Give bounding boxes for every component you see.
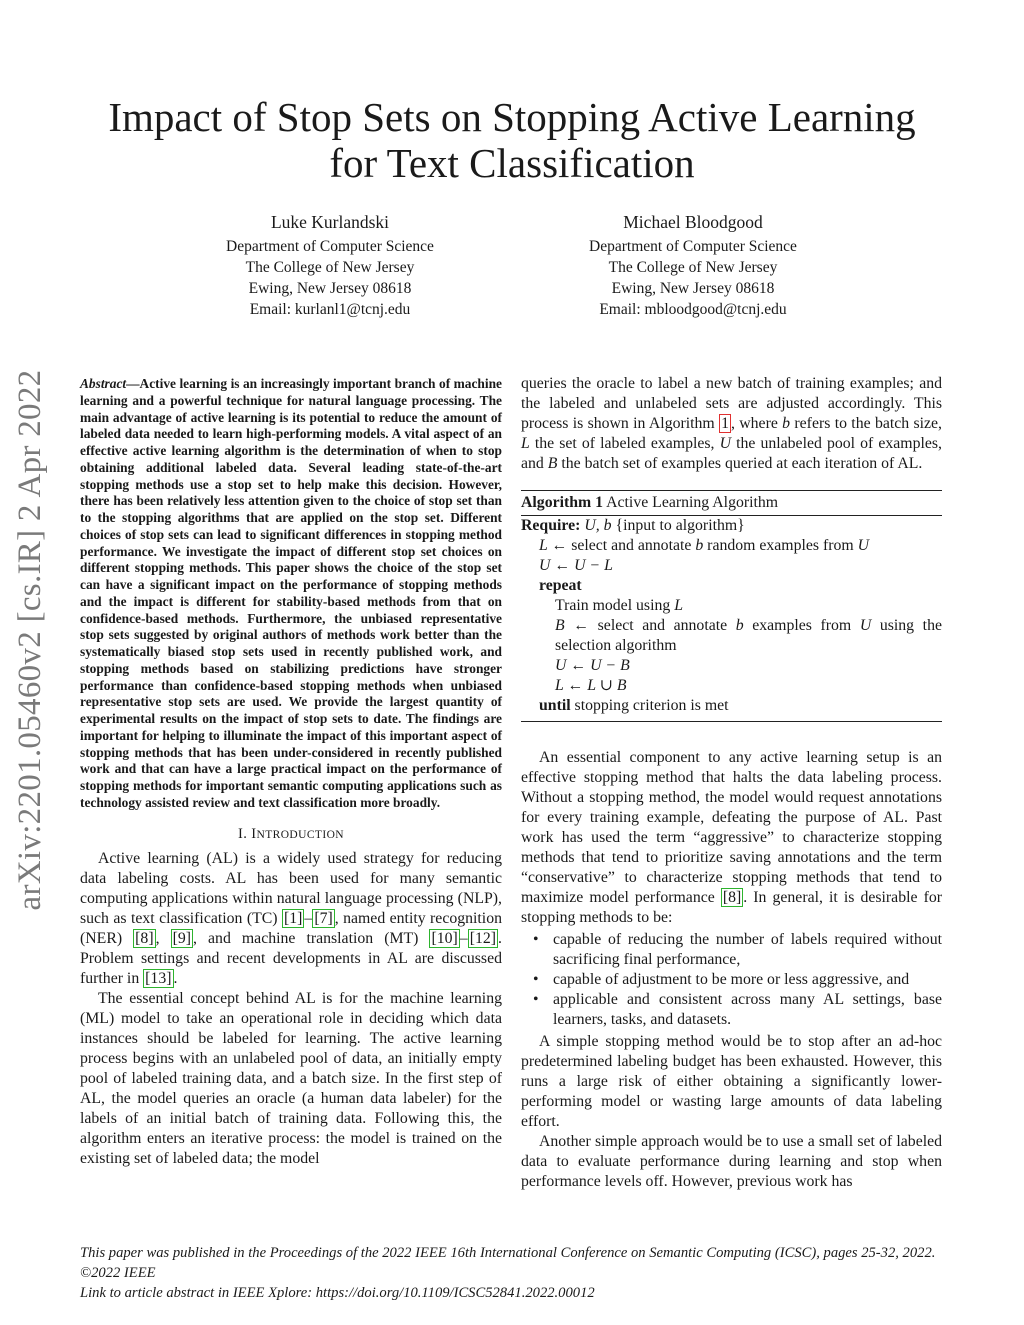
math-var: L — [521, 435, 530, 452]
intro-paragraph-1 — [80, 849, 502, 989]
algorithm-line — [521, 616, 942, 656]
text-run: , where — [730, 415, 783, 432]
author-department: Department of Computer Science — [226, 238, 434, 255]
math-var: U — [719, 435, 731, 452]
abstract-text: —Active learning is an increasingly important branch of machine learning and a powerful technique for natural language processing. The main advantage of active learning is its potential to reduce the amount of labeled data needed to learn high-performing models. A vital aspect of an effective active learning algorithm is the determination of when to stop obtaining additional labeled data. Several leading state-of-the-art stopping methods use a stop set to help make this decision. However, there has been relatively less attention given to the choice of stop set than to the stopping algorithms that are applied on the stop set. Different choices of stop sets can lead to significant differences in stopping method performance. We investigate the impact of different stop set choices on different stopping methods. This paper shows the choice of the stop set can have a significant impact on the performance of stopping methods and the impact is different for stability-based methods from that on confidence-based methods. Furthermore, the unbiased representative stop sets suggested by original authors of methods work better than the systematically biased stop sets used in recently published work, and stopping methods based on stabilizing predictions have stronger performance than confidence-based stopping methods when unbiased representative stop sets are used. We provide the largest quantity of experimental results on the impact of stop sets to date. The findings are important for helping to illuminate the impact of this important aspect of stopping methods that has been under-considered in recently published work and that can have a large practical impact on the performance of stopping methods for important semantic computing applications such as technology assisted review and text classification more broadly. — [80, 376, 502, 810]
text-run: , named entity recognition (NER) — [80, 909, 502, 947]
text-run: examples from — [743, 617, 860, 634]
text-run: . — [173, 969, 178, 987]
author-name: Luke Kurlandski — [270, 212, 390, 232]
algorithm-line — [521, 536, 942, 556]
text-run: the unlabeled pool of examples, and — [521, 435, 942, 472]
text-run: using the selection algorithm — [555, 617, 942, 654]
section-numeral: I. — [238, 825, 252, 842]
left-column — [80, 376, 502, 1169]
algorithm-name: Active Learning Algorithm — [603, 494, 779, 511]
text-run: select and annotate — [597, 617, 736, 634]
algorithm-line — [521, 676, 942, 696]
heldout-paragraph: Another simple approach would be to use a small set of labeled data to evaluate performance during learning and stop when performance levels off. However, previous work has — [521, 1133, 942, 1190]
citation-link[interactable]: [8] — [722, 889, 742, 906]
math: U ← U − L — [539, 557, 613, 574]
citation-link[interactable]: [10] — [431, 929, 458, 947]
math-var: b — [695, 537, 704, 554]
author-department: Department of Computer Science — [589, 238, 797, 255]
title-line-2: for Text Classification — [329, 140, 695, 186]
text-run: the batch set of examples queried at each iteration of AL. — [557, 455, 923, 472]
author-college: The College of New Jersey — [245, 259, 415, 276]
publication-note — [80, 1243, 950, 1303]
author-email: Email: mbloodgood@tcnj.edu — [599, 301, 787, 318]
author-block-2 — [543, 212, 843, 320]
author-name: Michael Bloodgood — [623, 212, 763, 232]
section-first-letter: I — [251, 825, 257, 842]
stopping-paragraph — [521, 748, 942, 928]
math-var: U — [857, 537, 870, 554]
text-run: select and annotate — [571, 537, 696, 554]
citation-link[interactable]: [13] — [145, 969, 172, 987]
math: U, b — [580, 517, 612, 534]
algorithm-label: Algorithm 1 — [521, 494, 604, 511]
author-block-1 — [180, 212, 480, 320]
keyword: Require: — [521, 517, 581, 534]
publication-line: This paper was published in the Proceedings of the 2022 IEEE 16th International Conference on Semantic Computing (ICSC), pages 25-32, 2022. ©2022 IEEE — [80, 1245, 936, 1281]
algorithm-line — [521, 696, 942, 716]
paper-title — [60, 94, 964, 186]
doi-line: Link to article abstract in IEEE Xplore: https://doi.org/10.1109/ICSC52841.2022.00012 — [80, 1285, 595, 1301]
math: L ← — [539, 537, 572, 554]
author-college: The College of New Jersey — [608, 259, 778, 276]
section-rest: NTRODUCTION — [256, 828, 344, 841]
math-var: b — [782, 415, 791, 432]
algorithm-line — [521, 596, 942, 616]
text-run: random examples from — [703, 537, 858, 554]
text-run: queries the oracle to label a new batch of training examples; and the labeled and unlabeled sets are adjusted accordingly. This process is shown in Algorithm — [521, 375, 942, 432]
text-run: Active learning (AL) is a widely used strategy for reducing data labeling costs. AL has been used for many semantic computing applications within natural language processing (NLP), such as text classification (TC) — [80, 849, 502, 927]
text-run: the set of labeled examples, — [529, 435, 720, 452]
math: L ← L ∪ B — [555, 677, 627, 694]
right-column — [521, 374, 942, 1192]
text-run: . Problem settings and recent developments in AL are discussed further in — [80, 929, 502, 987]
list-item: • applicable and consistent across many AL settings, base learners, tasks, and datasets. — [521, 990, 942, 1030]
algorithm-line — [521, 656, 942, 676]
text-run: refers to the batch size, — [790, 415, 942, 432]
math-var: b — [735, 617, 744, 634]
section-heading-introduction — [80, 826, 502, 843]
text-run: stopping criterion is met — [570, 697, 729, 714]
algorithm-line — [521, 556, 942, 576]
text-run: , — [155, 929, 171, 947]
text-run: Train model using — [555, 597, 675, 614]
algorithm-reference-link[interactable]: 1 — [721, 415, 729, 432]
citation-link[interactable]: [9] — [172, 929, 192, 947]
budget-paragraph: A simple stopping method would be to stop after an ad-hoc predetermined labeling budget has been exhausted. However, this runs a large risk of either obtaining a significantly lower-performing model or wasting large amounts of data labeling effort. — [521, 1033, 942, 1130]
math-var: L — [674, 597, 684, 614]
citation-link[interactable]: [7] — [314, 909, 333, 927]
text-run: – — [459, 929, 468, 947]
citation-link[interactable]: [1] — [283, 909, 303, 927]
abstract — [80, 376, 502, 812]
author-city: Ewing, New Jersey 08618 — [248, 280, 412, 297]
algorithm-line — [521, 516, 942, 536]
text-run: {input to algorithm} — [611, 517, 745, 534]
math: B ← — [555, 617, 598, 634]
author-city: Ewing, New Jersey 08618 — [611, 280, 775, 297]
algorithm-line — [521, 576, 942, 596]
arxiv-identifier: arXiv:2201.05460v2 [cs.IR] 2 Apr 2022 — [12, 369, 48, 911]
list-item: • capable of adjustment to be more or less aggressive, and — [521, 970, 942, 990]
intro-paragraph-2: The essential concept behind AL is for the machine learning (ML) model to take an operational role in deciding which data instances should be labeled for learning. The active learning process begins with an unlabeled pool of data, an initially empty pool of labeled training data, and a batch size. In the first step of AL, the model queries an oracle (a human data labeler) for the labels of an initial batch of training data. Following this, the algorithm enters an iterative process: the model is trained on the existing set of labeled data; the model — [80, 989, 502, 1167]
text-run: An essential component to any active learning setup is an effective stopping method that halts the data labeling process. Without a stopping method, the model would request annotations for every training example, defeating the purpose of AL. Past work has used the term “aggressive” to characterize stopping methods that tend to prioritize saving annotations and the term “conservative” to characterize stopping methods that tend to maximize model performance — [521, 749, 942, 906]
text-run: , and machine translation (MT) — [193, 929, 430, 947]
text-run: – — [304, 909, 313, 927]
keyword: repeat — [539, 577, 582, 594]
math-var: B — [547, 455, 558, 472]
algorithm-caption — [521, 491, 942, 516]
math-var: U — [859, 617, 872, 634]
author-email: Email: kurlanl1@tcnj.edu — [249, 301, 411, 318]
math: U ← U − B — [555, 657, 630, 674]
algorithm-box — [521, 490, 942, 722]
continued-paragraph — [521, 374, 942, 474]
title-line-1: Impact of Stop Sets on Stopping Active Learning — [108, 94, 916, 140]
list-item: • capable of reducing the number of labels required without sacrificing final performance, — [521, 930, 942, 970]
keyword: until — [539, 697, 571, 714]
abstract-label: Abstract — [80, 376, 127, 391]
citation-link[interactable]: [8] — [135, 929, 154, 947]
text-run: . In general, it is desirable for stopping methods to be: — [521, 889, 942, 926]
citation-link[interactable]: [12] — [469, 929, 497, 947]
desiderata-list — [521, 930, 942, 1030]
